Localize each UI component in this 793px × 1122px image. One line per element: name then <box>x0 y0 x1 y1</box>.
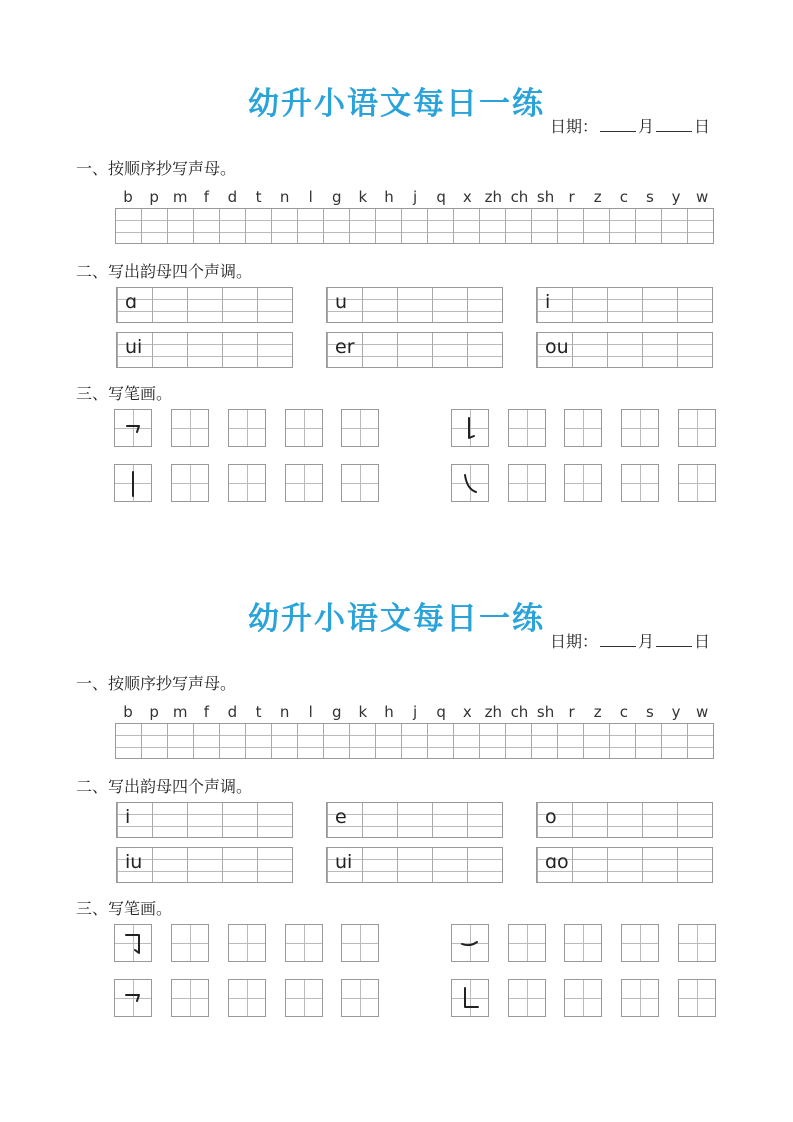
initial-letter: zh <box>484 703 503 721</box>
initial-letter: j <box>412 703 418 721</box>
vowel-tone-box[interactable] <box>116 287 293 323</box>
initial-letter: t <box>255 188 262 206</box>
stroke-shuzhe-model <box>451 979 489 1017</box>
initial-letter: f <box>203 188 209 206</box>
vowel-label: ui <box>335 851 353 873</box>
initial-letter: z <box>593 188 602 206</box>
initial-letter: c <box>619 188 628 206</box>
vowel-label: u <box>335 291 348 313</box>
stroke-henggou-model <box>114 979 152 1017</box>
vowel-tone-box[interactable] <box>116 847 293 883</box>
initial-letter: q <box>436 188 446 206</box>
vowel-label: i <box>125 806 131 828</box>
practice-cell[interactable] <box>564 979 602 1017</box>
initial-letter: zh <box>484 188 503 206</box>
worksheet-title: 幼升小语文每日一练 <box>248 86 545 122</box>
stroke-hengzhegou-model <box>114 924 152 962</box>
practice-cell[interactable] <box>341 409 379 447</box>
vowel-tone-box[interactable] <box>326 332 503 368</box>
month-blank[interactable] <box>600 632 636 647</box>
vowel-tone-box[interactable] <box>326 802 503 838</box>
day-blank[interactable] <box>656 117 692 132</box>
worksheet-title: 幼升小语文每日一练 <box>248 601 545 637</box>
initial-letter: b <box>123 703 133 721</box>
initial-letter: w <box>695 703 709 721</box>
initial-letter: q <box>436 703 446 721</box>
vowel-label: er <box>335 336 355 358</box>
practice-cell[interactable] <box>341 464 379 502</box>
practice-cell[interactable] <box>171 464 209 502</box>
section-heading-strokes: 三、写笔画。 <box>76 384 173 403</box>
worksheet-1 <box>0 0 793 520</box>
practice-cell[interactable] <box>171 409 209 447</box>
initial-letter: t <box>255 703 262 721</box>
practice-cell[interactable] <box>228 409 266 447</box>
section-heading-initials: 一、按顺序抄写声母。 <box>76 674 237 693</box>
practice-cell[interactable] <box>341 979 379 1017</box>
initial-letter: c <box>619 703 628 721</box>
practice-cell[interactable] <box>228 979 266 1017</box>
practice-cell[interactable] <box>171 924 209 962</box>
stroke-hengzhe-model <box>114 409 152 447</box>
initials-writing-grid[interactable] <box>115 208 714 244</box>
initial-letter: y <box>671 188 681 206</box>
initial-letter: p <box>149 703 159 721</box>
initial-letter: z <box>593 703 602 721</box>
date-line: 日期： 月 日 <box>550 632 711 651</box>
vowel-label: i <box>545 291 551 313</box>
practice-cell[interactable] <box>678 409 716 447</box>
initial-letter: f <box>203 703 209 721</box>
practice-cell[interactable] <box>508 464 546 502</box>
practice-cell[interactable] <box>621 464 659 502</box>
day-blank[interactable] <box>656 632 692 647</box>
initials-row <box>115 703 715 721</box>
vowel-label: e <box>335 806 347 828</box>
practice-cell[interactable] <box>508 924 546 962</box>
initials-row <box>115 188 715 206</box>
vowel-label: iu <box>125 851 143 873</box>
initial-letter: sh <box>536 703 555 721</box>
vowel-label: ɑ <box>125 291 138 313</box>
initial-letter: x <box>462 703 472 721</box>
practice-cell[interactable] <box>228 924 266 962</box>
section-heading-tones: 二、写出韵母四个声调。 <box>76 777 253 796</box>
practice-cell[interactable] <box>508 979 546 1017</box>
vowel-tone-box[interactable] <box>116 332 293 368</box>
vowel-tone-box[interactable] <box>326 847 503 883</box>
worksheet-2 <box>0 515 793 1035</box>
initial-letter: k <box>358 703 368 721</box>
initial-letter: s <box>646 188 654 206</box>
section-heading-initials: 一、按顺序抄写声母。 <box>76 159 237 178</box>
practice-cell[interactable] <box>678 464 716 502</box>
initial-letter: k <box>358 188 368 206</box>
vowel-label: o <box>545 806 557 828</box>
practice-cell[interactable] <box>285 924 323 962</box>
initial-letter: p <box>149 188 159 206</box>
practice-cell[interactable] <box>285 464 323 502</box>
practice-cell[interactable] <box>564 924 602 962</box>
practice-cell[interactable] <box>285 409 323 447</box>
practice-cell[interactable] <box>564 409 602 447</box>
initial-letter: l <box>308 188 313 206</box>
initial-letter: h <box>384 703 394 721</box>
initial-letter: w <box>695 188 709 206</box>
stroke-shu-model <box>114 464 152 502</box>
initial-letter: n <box>279 703 290 721</box>
initial-letter: ch <box>510 703 529 721</box>
practice-cell[interactable] <box>285 979 323 1017</box>
vowel-tone-box[interactable] <box>536 802 713 838</box>
vowel-tone-box[interactable] <box>116 802 293 838</box>
vowel-label: ɑo <box>545 851 569 873</box>
initial-letter: r <box>568 703 575 721</box>
vowel-label: ou <box>545 336 569 358</box>
practice-cell[interactable] <box>341 924 379 962</box>
initial-letter: r <box>568 188 575 206</box>
vowel-tone-box[interactable] <box>326 287 503 323</box>
stroke-wan-model <box>451 464 489 502</box>
initial-letter: ch <box>510 188 529 206</box>
initial-letter: x <box>462 188 472 206</box>
stroke-shuzhe-model <box>451 409 489 447</box>
initial-letter: d <box>227 703 238 721</box>
initials-writing-grid[interactable] <box>115 723 714 759</box>
practice-cell[interactable] <box>678 979 716 1017</box>
date-line: 日期： 月 日 <box>550 117 711 136</box>
practice-cell[interactable] <box>564 464 602 502</box>
practice-cell[interactable] <box>228 464 266 502</box>
initial-letter: g <box>332 188 342 206</box>
initial-letter: j <box>412 188 418 206</box>
initial-letter: m <box>172 703 188 721</box>
section-heading-tones: 二、写出韵母四个声调。 <box>76 262 253 281</box>
vowel-tone-box[interactable] <box>536 332 713 368</box>
month-blank[interactable] <box>600 117 636 132</box>
practice-cell[interactable] <box>621 924 659 962</box>
section-heading-strokes: 三、写笔画。 <box>76 899 173 918</box>
practice-cell[interactable] <box>508 409 546 447</box>
practice-cell[interactable] <box>171 979 209 1017</box>
initial-letter: y <box>671 703 681 721</box>
initial-letter: sh <box>536 188 555 206</box>
initial-letter: d <box>227 188 238 206</box>
initial-letter: h <box>384 188 394 206</box>
initial-letter: b <box>123 188 133 206</box>
stroke-hengpie-model <box>451 924 489 962</box>
vowel-tone-box[interactable] <box>536 287 713 323</box>
initial-letter: l <box>308 703 313 721</box>
vowel-label: ui <box>125 336 143 358</box>
practice-cell[interactable] <box>621 409 659 447</box>
vowel-tone-box[interactable] <box>536 847 713 883</box>
initial-letter: m <box>172 188 188 206</box>
initial-letter: g <box>332 703 342 721</box>
initial-letter: n <box>279 188 290 206</box>
practice-cell[interactable] <box>621 979 659 1017</box>
practice-cell[interactable] <box>678 924 716 962</box>
initial-letter: s <box>646 703 654 721</box>
